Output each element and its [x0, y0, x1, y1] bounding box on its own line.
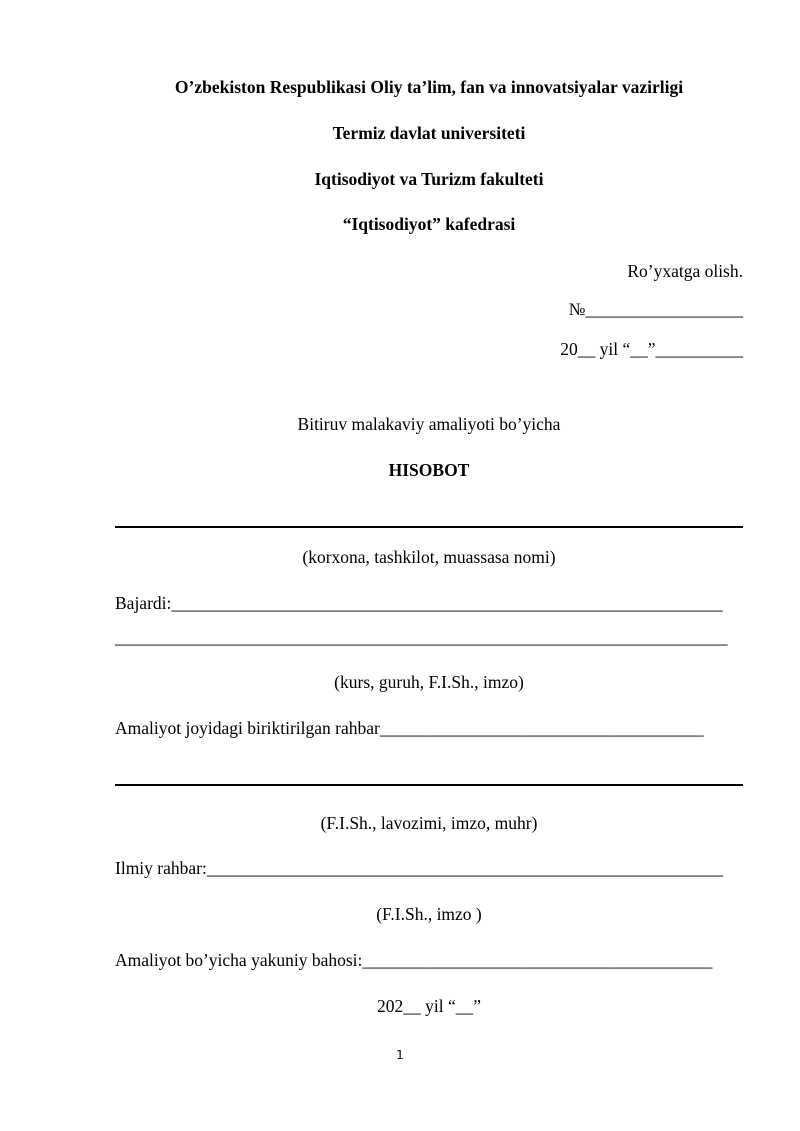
report-title: HISOBOT: [388, 460, 470, 480]
report-subtitle: Bitiruv malakaviy amaliyoti bo’yicha: [297, 414, 561, 434]
supervisor-caption: (F.I.Sh., lavozimi, imzo, muhr): [320, 813, 538, 833]
organization-caption: (korxona, tashkilot, muassasa nomi): [302, 547, 556, 567]
ministry-heading: O’zbekiston Respublikasi Oliy ta’lim, fan va innovatsiyalar vazirligi: [174, 77, 684, 97]
performer-line: Bajardi:_______________________________________________________________: [115, 593, 723, 613]
registration-number-line: №__________________: [568, 299, 743, 319]
department-heading: “Iqtisodiyot” kafedrasi: [342, 214, 516, 234]
scientific-supervisor-line: Ilmiy rahbar:___________________________________________________________: [115, 858, 724, 878]
final-date-line: 202__ yil “__”: [376, 996, 481, 1016]
registration-date-line: 20__ yil “__”__________: [560, 339, 743, 359]
performer-line-continuation: ______________________________________________________________________: [115, 627, 728, 647]
scientific-supervisor-caption: (F.I.Sh., imzo ): [376, 904, 482, 924]
final-grade-line: Amaliyot bo’yicha yakuniy bahosi:________________________________________: [115, 950, 713, 970]
university-heading: Termiz davlat universiteti: [332, 123, 526, 143]
organization-name-rule: [115, 526, 743, 528]
page-number: 1: [396, 1048, 404, 1062]
supervisor-line: Amaliyot joyidagi biriktirilgan rahbar_____________________________________: [115, 718, 704, 738]
faculty-heading: Iqtisodiyot va Turizm fakulteti: [314, 169, 544, 189]
supervisor-rule: [115, 784, 743, 786]
registration-label: Ro’yxatga olish.: [627, 261, 743, 281]
performer-caption: (kurs, guruh, F.I.Sh., imzo): [334, 672, 524, 692]
